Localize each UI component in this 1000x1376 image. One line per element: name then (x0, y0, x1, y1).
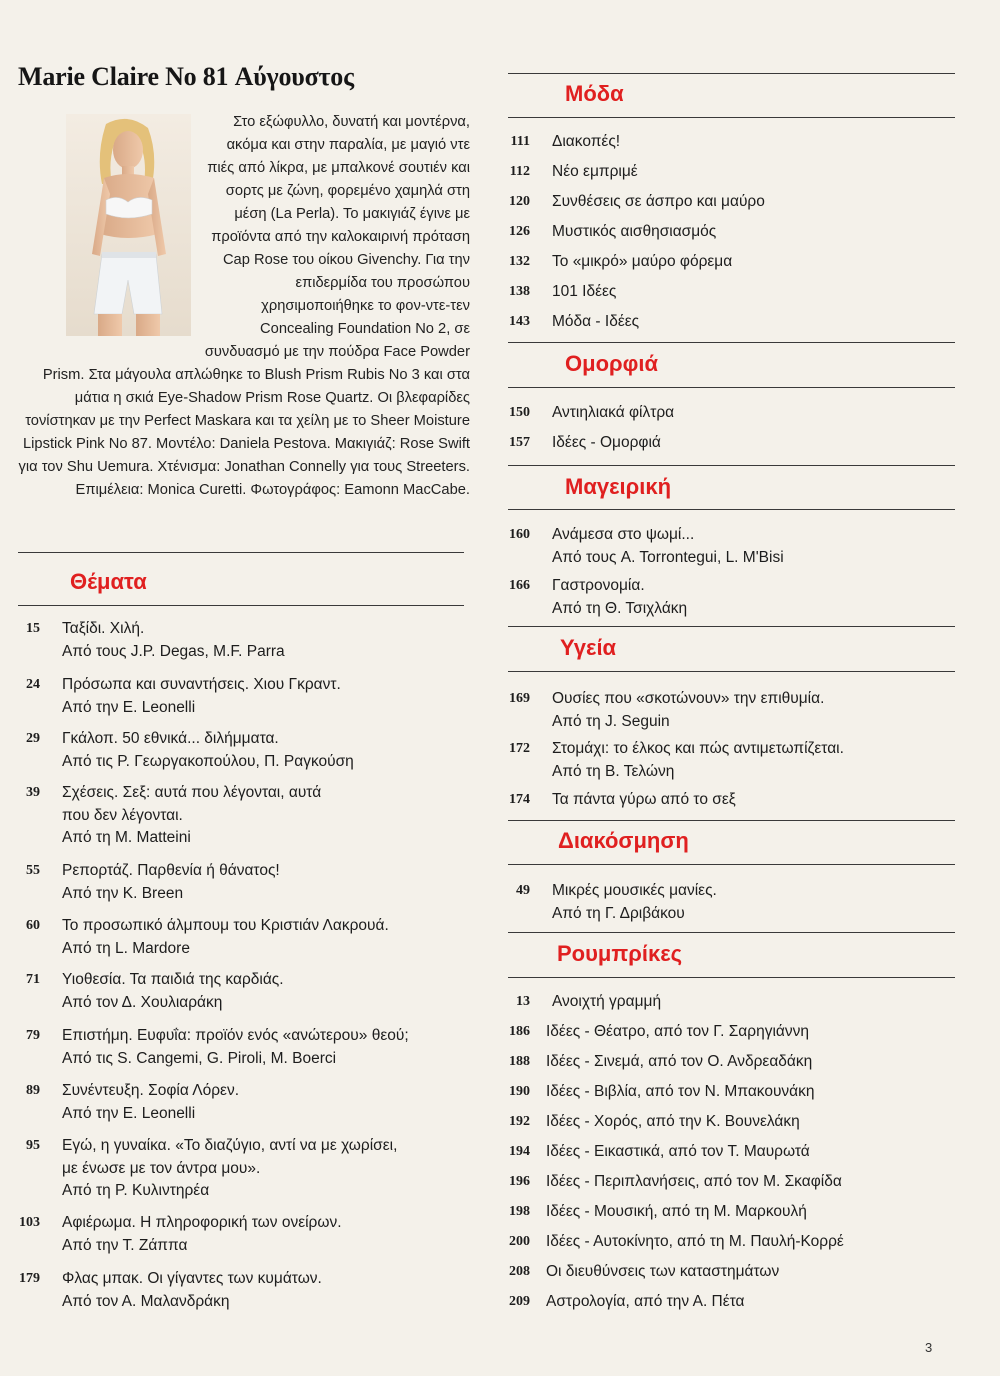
cover-description (18, 111, 470, 502)
page-number: 24 (26, 677, 40, 692)
entry-title: Ιδέες - Περιπλανήσεις, από τον Μ. Σκαφίδα (546, 1173, 842, 1190)
entry-title: Νέο εμπριμέ (552, 163, 638, 180)
section-title-ygeia: Υγεία (560, 635, 617, 660)
page-number: 71 (26, 972, 40, 987)
page-number: 150 (509, 405, 530, 420)
page-number: 79 (26, 1028, 40, 1043)
page-number: 166 (509, 578, 530, 593)
photo-spacer (18, 111, 196, 355)
entry-author: Από τον Α. Μαλανδράκη (62, 1292, 230, 1310)
entry-title: 101 Ιδέες (552, 283, 617, 300)
page-title: Marie Claire No 81 Αύγουστος (18, 62, 354, 91)
entry-author: Από τις S. Cangemi, G. Piroli, M. Boerci (62, 1049, 337, 1067)
entry-title: Το προσωπικό άλμπουμ του Κριστιάν Λακρουά. (62, 917, 389, 934)
entry-title: Το «μικρό» μαύρο φόρεμα (552, 253, 733, 270)
page-number: 126 (509, 224, 530, 239)
cover-description-lead: Στο εξώφυλλο, δυνατή και μοντέρνα, ακόμα και στην παραλία, με μαγιό ντε πιές από λίκρα, με μπαλκονέ σουτιέν και σορτς με ζώνη, φορεμένο χαμηλά στη μέση (La Perla). Το μακιγιάζ έγινε με προϊόντα από την καλοκαιρινή πρόταση Cap Rose του οίκου Givenchy. Για την επιδερμίδα του προσώπου χρησιμοποιήθηκε το φον-ντε-τεν Concealing Foundation No 2, σε συνδυασμό με την πούδρα Face Powder Prism. (42, 114, 470, 383)
entry-author: Από τον Δ. Χουλιαράκη (62, 993, 223, 1011)
section-rule-top (508, 932, 955, 933)
page-number: 49 (516, 883, 530, 898)
entry-title: Πρόσωπα και συναντήσεις. Χιου Γκραντ. (62, 676, 341, 693)
section-rule-bottom (18, 605, 464, 606)
entry-title: Αντιηλιακά φίλτρα (552, 404, 675, 421)
page-number: 103 (19, 1215, 40, 1230)
entry-author: Από τη Ρ. Κυλιντηρέα (62, 1182, 210, 1199)
page-number: 55 (26, 863, 40, 878)
entry-title: Υιοθεσία. Τα παιδιά της καρδιάς. (62, 971, 284, 988)
section-rule-top (508, 626, 955, 627)
page-number: 186 (509, 1024, 530, 1039)
entry-title: Γαστρονομία. (552, 577, 645, 594)
page-number: 174 (509, 792, 530, 807)
entry-title: Συνθέσεις σε άσπρο και μαύρο (552, 193, 765, 210)
section-rule-bottom (508, 509, 955, 510)
page-number: 200 (509, 1234, 530, 1249)
page-number: 111 (510, 134, 530, 149)
section-rule-bottom (508, 671, 955, 672)
section-title-moda: Μόδα (565, 81, 624, 106)
section-title-roubrikes: Ρουμπρίκες (557, 941, 683, 966)
entry-author: Από τη J. Seguin (552, 712, 670, 730)
entry-title: Συνέντευξη. Σοφία Λόρεν. (62, 1082, 240, 1099)
page-number: 15 (26, 621, 40, 636)
page-number: 194 (509, 1144, 530, 1159)
section-rule-bottom (508, 387, 955, 388)
entry-title: Εγώ, η γυναίκα. «Το διαζύγιο, αντί να με χωρίσει, (62, 1137, 398, 1154)
page-number: 39 (26, 785, 40, 800)
page-number: 160 (509, 527, 530, 542)
entry-title: Αφιέρωμα. Η πληροφορική των ονείρων. (62, 1214, 342, 1231)
section-title-themata: Θέματα (70, 569, 147, 594)
entry-title: Ιδέες - Χορός, από την Κ. Βουνελάκη (546, 1113, 800, 1130)
section-title-mageiriki: Μαγειρική (565, 474, 672, 499)
page-number: 209 (509, 1294, 530, 1309)
entry-author: Από την E. Leonelli (62, 698, 196, 716)
entry-author: Από τη L. Mardore (62, 939, 190, 957)
entry-author: Από τη M. Matteini (62, 829, 191, 846)
cover-description-rest: Στα μάγουλα απλώθηκε το Blush Prism Rubis No 3 και στα μάτια η σκιά Eye-Shadow Prism Rose Quartz. Οι βλεφαρίδες τονίστηκαν με την Perfect Maskara και τα χείλη με το Sheer Moisture Lipstick Pink No 87. Μοντέλο: Daniela Pestova. Μακιγιάζ: Rose Swift για τον Shu Uemura. Χτένισμα: Jonathan Connelly για τους Streeters. Επιμέλεια: Monica Curetti. Φωτογράφος: Eamonn MacCabe. (18, 367, 470, 498)
page-number: 95 (26, 1138, 40, 1153)
section-rule-top (18, 552, 464, 553)
page-number: 198 (509, 1204, 530, 1219)
page-number: 172 (509, 741, 530, 756)
page-number: 112 (509, 164, 530, 179)
section-rule-bottom (508, 864, 955, 865)
entry-title: Ταξίδι. Χιλή. (62, 620, 145, 637)
entry-title: Μικρές μουσικές μανίες. (552, 882, 717, 899)
entry-author: Από την Τ. Ζάππα (62, 1236, 188, 1254)
entry-title-cont: που δεν λέγονται. (62, 806, 183, 824)
entry-title: Ιδέες - Θέατρο, από τον Γ. Σαρηγιάννη (546, 1023, 809, 1040)
entry-title: Στομάχι: το έλκος και πώς αντιμετωπίζεται. (552, 740, 844, 757)
page-number: 13 (516, 994, 530, 1009)
entry-title: Σχέσεις. Σεξ: αυτά που λέγονται, αυτά (62, 784, 322, 801)
page-number: 29 (26, 731, 40, 746)
entry-title: Ιδέες - Αυτοκίνητο, από τη Μ. Παυλή-Κορρέ (546, 1233, 844, 1250)
page-number: 208 (509, 1264, 530, 1279)
entry-title: Ουσίες που «σκοτώνουν» την επιθυμία. (552, 690, 825, 707)
entry-title: Οι διευθύνσεις των καταστημάτων (546, 1263, 780, 1280)
entry-title: Ιδέες - Εικαστικά, από τον Τ. Μαυρωτά (546, 1143, 810, 1160)
page-number: 132 (509, 254, 530, 269)
entry-author: Από τη Β. Τελώνη (552, 762, 675, 780)
entry-title: Μυστικός αισθησιασμός (552, 223, 717, 240)
section-rule-top (508, 465, 955, 466)
section-title-diakosmisi: Διακόσμηση (558, 828, 689, 853)
entry-author: Από την K. Breen (62, 884, 184, 902)
entry-title: Ιδέες - Βιβλία, από τον Ν. Μπακουνάκη (546, 1083, 815, 1100)
section-rule-bottom (508, 117, 955, 118)
entry-title: Γκάλοπ. 50 εθνικά... διλήμματα. (62, 730, 279, 747)
entry-title-cont: με ένωσε με τον άντρα μου». (62, 1159, 261, 1177)
entry-author: Από τις Ρ. Γεωργακοπούλου, Π. Ραγκούση (62, 752, 354, 770)
page-number: 190 (509, 1084, 530, 1099)
entry-author: Από τους A. Torrontegui, L. M'Bisi (552, 548, 784, 566)
entry-title: Τα πάντα γύρω από το σεξ (552, 791, 736, 808)
section-rule-top (508, 342, 955, 343)
entry-author: Από τη Θ. Τσιχλάκη (552, 599, 688, 617)
entry-title: Ανοιχτή γραμμή (552, 993, 662, 1010)
page-number: 192 (509, 1114, 530, 1129)
entry-title: Ιδέες - Μουσική, από τη Μ. Μαρκουλή (546, 1203, 807, 1220)
entry-title: Ανάμεσα στο ψωμί... (552, 526, 695, 543)
page-number: 120 (509, 194, 530, 209)
entry-title: Ιδέες - Ομορφιά (552, 434, 661, 451)
entry-title: Ρεπορτάζ. Παρθενία ή θάνατος! (62, 862, 280, 879)
page-number: 138 (509, 284, 530, 299)
page-number: 157 (509, 435, 530, 450)
entry-author: Από τους J.P. Degas, M.F. Parra (62, 642, 285, 660)
page-number-footer: 3 (925, 1340, 933, 1355)
entry-title: Αστρολογία, από την Α. Πέτα (546, 1293, 745, 1310)
section-rule-top (508, 73, 955, 74)
page-number: 196 (509, 1174, 530, 1189)
page-number: 89 (26, 1083, 40, 1098)
entry-title: Ιδέες - Σινεμά, από τον Ο. Ανδρεαδάκη (546, 1053, 813, 1070)
entry-title: Μόδα - Ιδέες (552, 313, 640, 330)
section-title-omorfia: Ομορφιά (565, 351, 658, 376)
section-rule-bottom (508, 977, 955, 978)
page-number: 60 (26, 918, 40, 933)
entry-title: Επιστήμη. Ευφυΐα: προϊόν ενός «ανώτερου» θεού; (62, 1027, 409, 1044)
page-number: 169 (509, 691, 530, 706)
entry-title: Φλας μπακ. Οι γίγαντες των κυμάτων. (62, 1270, 322, 1287)
page-number: 143 (509, 314, 530, 329)
entry-author: Από τη Γ. Δριβάκου (552, 904, 685, 922)
page-number: 179 (19, 1271, 40, 1286)
page-number: 188 (509, 1054, 530, 1069)
entry-author: Από την E. Leonelli (62, 1104, 196, 1122)
section-rule-top (508, 820, 955, 821)
entry-title: Διακοπές! (552, 133, 621, 150)
